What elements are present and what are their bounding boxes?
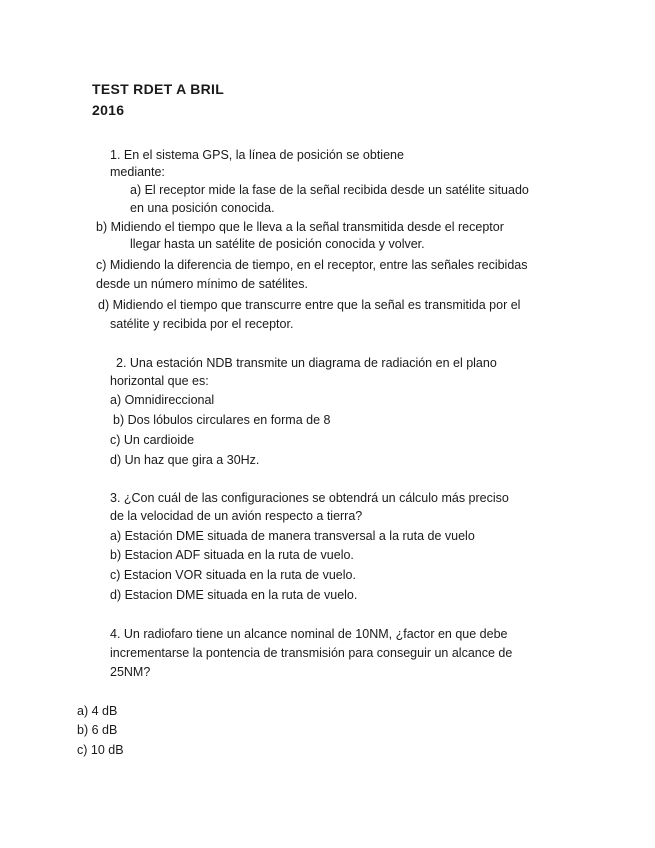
q3-option-d: d) Estacion DME situada en la ruta de vuelo.	[110, 588, 358, 602]
q3-option-c: c) Estacion VOR situada en la ruta de vuelo.	[110, 568, 356, 582]
q1-option-a-line1: a) El receptor mide la fase de la señal recibida desde un satélite situado	[130, 183, 529, 197]
q4-stem-line2: incrementarse la pontencia de transmisión para conseguir un alcance de	[110, 646, 513, 660]
q4-stem-line3: 25NM?	[110, 665, 151, 679]
q1-option-a-line2: en una posición conocida.	[130, 201, 275, 215]
q2-option-a: a) Omnidireccional	[110, 393, 215, 407]
q3-stem-line1: 3. ¿Con cuál de las configuraciones se obtendrá un cálculo más preciso	[110, 491, 509, 505]
q1-option-d-line1: d) Midiendo el tiempo que transcurre entre que la señal es transmitida por el	[98, 298, 521, 312]
q2-option-b: b) Dos lóbulos circulares en forma de 8	[113, 413, 331, 427]
q4-option-c: c) 10 dB	[77, 743, 124, 757]
q1-stem-line1: 1. En el sistema GPS, la línea de posición se obtiene	[110, 148, 404, 162]
q3-option-b: b) Estacion ADF situada en la ruta de vuelo.	[110, 548, 354, 562]
q4-option-a: a) 4 dB	[77, 704, 118, 718]
page-title-line2: 2016	[92, 102, 125, 118]
q4-option-b: b) 6 dB	[77, 723, 118, 737]
q3-option-a: a) Estación DME situada de manera transversal a la ruta de vuelo	[110, 529, 475, 543]
q2-stem-line1: 2. Una estación NDB transmite un diagrama de radiación en el plano	[116, 356, 497, 370]
q1-option-d-line2: satélite y recibida por el receptor.	[110, 317, 294, 331]
q3-stem-line2: de la velocidad de un avión respecto a tierra?	[110, 509, 363, 523]
q1-option-c-line2: desde un número mínimo de satélites.	[96, 277, 308, 291]
q4-stem-line1: 4. Un radiofaro tiene un alcance nominal de 10NM, ¿factor en que debe	[110, 627, 508, 641]
q1-option-c-line1: c) Midiendo la diferencia de tiempo, en el receptor, entre las señales recibidas	[96, 258, 528, 272]
page-title-line1: TEST RDET A BRIL	[92, 81, 225, 97]
q1-stem-line2: mediante:	[110, 165, 165, 179]
q2-option-c: c) Un cardioide	[110, 433, 195, 447]
q2-stem-line2: horizontal que es:	[110, 374, 209, 388]
q1-option-b-line1: b) Midiendo el tiempo que le lleva a la señal transmitida desde el receptor	[96, 220, 504, 234]
q1-option-b-line2: llegar hasta un satélite de posición conocida y volver.	[130, 237, 425, 251]
q2-option-d: d) Un haz que gira a 30Hz.	[110, 453, 260, 467]
